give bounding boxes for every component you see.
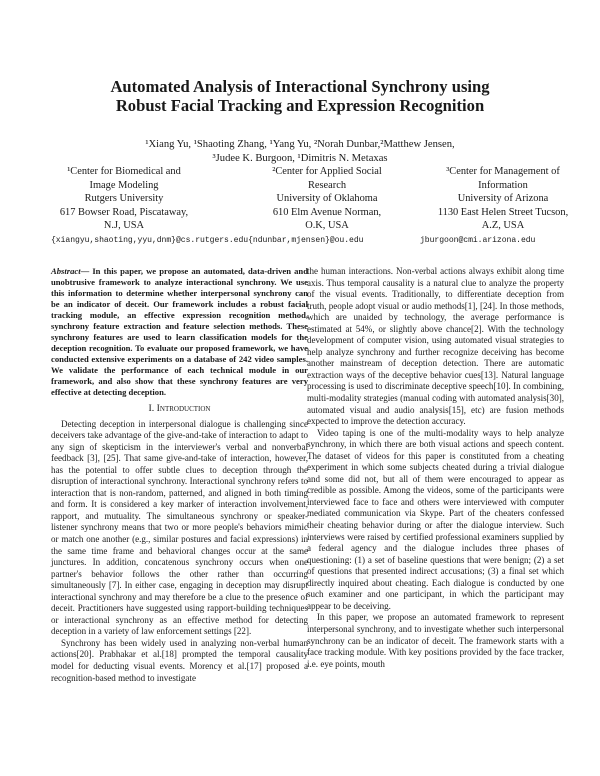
affiliation-line: Information: [478, 179, 528, 191]
left-column: [51, 266, 308, 684]
authors-line-1: ¹Xiang Yu, ¹Shaoting Zhang, ¹Yang Yu, ²Norah Dunbar,²Matthew Jensen,: [145, 139, 455, 150]
abstract: [51, 266, 308, 398]
email-addresses-left: {xiangyu,shaoting,yyu,dnm}@cs.rutgers.edu{ndunbar,mjensen}@ou.edu: [51, 236, 364, 245]
paragraph: the human interactions. Non-verbal actions always exhibit along time axis. Thus temporal causality is a natural clue to analyze the property of the visual events. Traditionally, to differentiate deception from truth, people adopt visual or audio methods[1], [24]. In those methods, which are unaided by technology, the average performance is estimated at 54%, or slightly above chance[2]. With the technology development of computer vision, using automated visual strategies to help analyze synchrony and further recognize deceiving has become another mainstream of deception detection. There are automatic extraction ways of the deceptive behavior cues[13]. Natural language processing is used to discriminate deceptive speech[10]. In combining, multi-modality strategies (manual coding with automated analysis[30], automated visual and audio analysis[15], etc) are fusion methods expected to improve the detection accuracy.: [307, 266, 564, 427]
authors-line-2: ³Judee K. Burgoon, ¹Dimitris N. Metaxas: [212, 152, 388, 164]
right-column: [307, 266, 564, 670]
paper-title-line-2: Robust Facial Tracking and Expression Recognition: [115, 96, 485, 115]
affiliation-line: 1130 East Helen Street Tucson,: [437, 206, 569, 218]
affiliation-2: [252, 165, 402, 233]
author-list: [0, 138, 600, 165]
paper-title-line-1: Automated Analysis of Interactional Synchrony using: [110, 77, 490, 96]
affiliation-line: Image Modeling: [89, 179, 159, 191]
affiliation-line: University of Arizona: [457, 193, 549, 204]
affiliation-line: A.Z, USA: [481, 220, 525, 231]
paragraph: Video taping is one of the multi-modality ways to help analyze synchrony, in which there are both visual actions and speech content. The dataset of videos for this paper is constituted from a cheating experiment in which some subjects cheated during a trivial dialogue and some did not, but all of them were encouraged to appear as credible as possible. Among the videos, some of the participants were interviewed face to face and others were interviewed with computer mediated communication via Skype. Part of the cheaters confessed their cheating behavior during or after the dialogue interview. Such interviews were raised by certified professional examiners supplied by a federal agency and the dialogue includes three phases of questioning: (1) a set of baseline questions that were benign; (2) a set of questions that presented indirect accusations; (3) a final set which directly inquired about cheating. Each dialogue is conducted by one such examiner and one participant, in which the participant may appear to be deceiving.: [307, 427, 564, 611]
affiliation-line: University of Oklahoma: [276, 193, 378, 204]
paragraph: Detecting deception in interpersonal dialogue is challenging since deceivers take advantage of the give-and-take of interaction to adapt to any sign of skepticism in the interviewer's verbal and nonverbal feedback [3], [25]. That same give-and-take of interaction, however, has the potential to offer subtle clues to deception through the disruption of interactional synchrony. Interactional synchrony refers to interaction that is non-random, patterned, and aligned in both timing and form. It is considered a key marker of interaction involvement, rapport, and mutuality. The simultaneous synchrony or speaker-listener synchrony means that two or more people's behaviors mimic or match one another (e.g., similar postures and facial expressions) in the same time frame and behavioral changes occur at the same junctures. In addition, concatenous synchrony occurs when one partner's behavior follows the other rather than occurring simultaneously [7]. In either case, engaging in deception may disrupt interactional synchrony and may therefore be a clue to the presence of deceit. Practitioners have suggested using rapport-building techniques or interactional synchrony as an effective method for detecting deception in a variety of law enforcement settings [22].: [51, 418, 308, 637]
affiliation-line: ³Center for Management of: [446, 166, 560, 177]
email-address-right: jburgoon@cmi.arizona.edu: [420, 236, 536, 245]
abstract-label: Abstract: [51, 266, 81, 276]
paragraph: Synchrony has been widely used in analyzing non-verbal human actions[20]. Prabhakar et al.[18] prompted the temporal causality model for deducting visual events. Morency et al.[17] proposed a recognition-based method to investigate: [51, 637, 308, 683]
abstract-text: — In this paper, we propose an automated, data-driven and unobtrusive framework to analyze interactional synchrony. We use this information to determine whether interpersonal synchrony can be an indicator of deceit. Our framework includes a robust facial tracking module, an effective expression recognition method, synchrony feature extraction and feature selection methods. These synchrony features are used to learn classification models for the deception recognition. To evaluate our proposed framework, we have conducted extensive experiments on a database of 242 video samples. We validate the performance of each technical module in our framework, and also show that these synchrony features are very effective at detecting deception.: [51, 266, 308, 397]
affiliation-line: Research: [307, 179, 347, 191]
affiliation-line: ¹Center for Biomedical and: [67, 166, 181, 177]
affiliation-line: 610 Elm Avenue Norman,: [272, 206, 382, 218]
affiliation-line: Rutgers University: [84, 193, 164, 204]
affiliation-1: [34, 165, 214, 233]
affiliation-line: ²Center for Applied Social: [272, 166, 382, 177]
affiliation-line: 617 Bowser Road, Piscataway,: [59, 206, 189, 218]
section-heading-introduction: I. Introduction: [148, 403, 211, 414]
paragraph: In this paper, we propose an automated framework to represent interpersonal synchrony, and to investigate whether such interpersonal synchrony can be an indicator of deceit. The framework starts with a face tracking module. With key positions provided by the face tracker, i.e. eye points, mouth: [307, 612, 564, 669]
affiliation-line: O.K, USA: [305, 220, 349, 231]
affiliation-line: N.J, USA: [103, 220, 145, 231]
affiliation-3: [418, 165, 588, 233]
